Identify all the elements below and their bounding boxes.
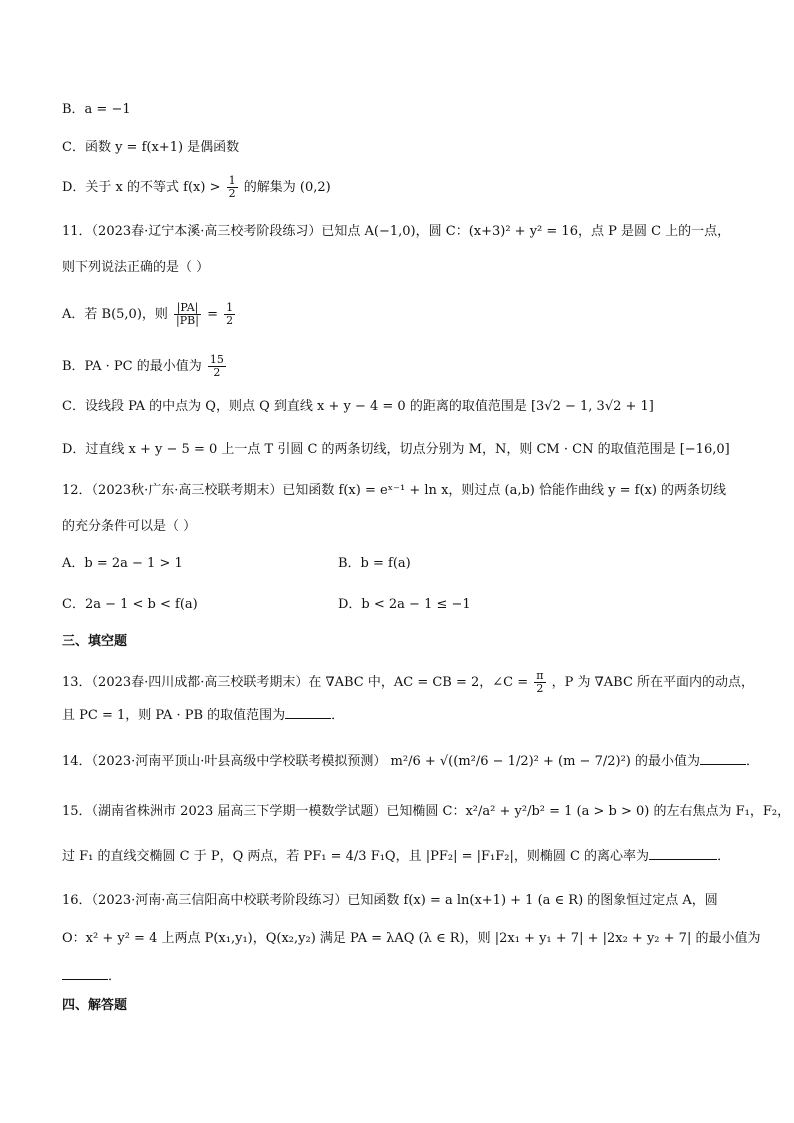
q14-pre: 14．（2023·河南平顶山·叶县高级中学校联考模拟预测）	[62, 754, 387, 769]
question-11-line2: 则下列说法正确的是（ ）	[62, 260, 210, 275]
frac-den: 2	[536, 682, 544, 695]
frac-den: 2	[226, 314, 234, 327]
q15-line2-text: 过 F₁ 的直线交椭圆 C 于 P，Q 两点，若 PF₁ = 4/3 F₁Q，且 |PF₂| = |F₁F₂|，则椭圆 C 的离心率为	[62, 849, 650, 864]
option-d-10	[62, 175, 331, 200]
q14-expression: m²/6 + √((m²/6 − 1/2)² + (m − 7/2)²)	[390, 754, 631, 769]
fraction	[208, 354, 226, 379]
answer-blank[interactable]	[62, 967, 108, 980]
option-b-12: B．b = f(a)	[338, 556, 411, 571]
frac-num: 15	[209, 353, 224, 366]
period: ．	[331, 708, 345, 723]
option-d-11: D．过直线 x + y − 5 = 0 上一点 T 引圆 C 的两条切线，切点分别为 M，N，则 CM · CN 的取值范围是 [−16,0]	[62, 442, 730, 457]
fraction	[224, 302, 235, 327]
option-a-12: A．b = 2a − 1 > 1	[62, 556, 183, 571]
period: ．	[108, 969, 122, 984]
fraction	[534, 670, 545, 695]
option-d-10-post: 的解集为 (0,2)	[243, 180, 331, 195]
period: ．	[717, 849, 731, 864]
frac-num: 1	[228, 174, 236, 187]
q14-post: 的最小值为	[635, 754, 701, 769]
fraction	[174, 302, 201, 327]
frac-den: 2	[213, 366, 221, 379]
option-b-11	[62, 354, 228, 379]
frac-num: |PA|	[174, 302, 201, 315]
question-14	[62, 752, 759, 771]
section-heading-fill-in: 三、填空题	[62, 634, 128, 649]
option-c-10: C．函数 y = f(x+1) 是偶函数	[62, 140, 240, 155]
q13-pre: 13．（2023春·四川成都·高三校联考期末）在 ∇ABC 中，AC = CB = 2，∠C =	[62, 675, 529, 690]
question-13-line1	[62, 670, 754, 695]
option-a-11-pre: A．若 B(5,0)，则	[62, 307, 168, 322]
question-16-line2: O：x² + y² = 4 上两点 P(x₁,y₁)，Q(x₂,y₂) 满足 PA = λAQ (λ ∈ R)，则 |2x₁ + y₁ + 7| + |2x₂ + y₂ + 7| 的最小值为	[62, 931, 761, 946]
option-d-10-pre: D．关于 x 的不等式 f(x) >	[62, 180, 221, 195]
frac-den: 2	[228, 187, 236, 200]
option-c-12: C．2a − 1 < b < f(a)	[62, 597, 198, 612]
q13-post: ，P 为 ∇ABC 所在平面内的动点，	[551, 675, 755, 690]
question-13-line2	[62, 706, 344, 725]
answer-blank[interactable]	[700, 752, 746, 765]
answer-blank[interactable]	[285, 706, 331, 719]
q13-line2-text: 且 PC = 1，则 PA · PB 的取值范围为	[62, 708, 286, 723]
equals: =	[207, 307, 218, 322]
frac-num: π	[536, 669, 544, 682]
option-c-11: C．设线段 PA 的中点为 Q，则点 Q 到直线 x + y − 4 = 0 的距离的取值范围是 [3√2 − 1, 3√2 + 1]	[62, 399, 654, 414]
fraction	[227, 175, 238, 200]
frac-den: |PB|	[176, 314, 199, 327]
option-a-11	[62, 302, 237, 327]
question-15-line2	[62, 847, 730, 866]
question-15-line1: 15．（湖南省株洲市 2023 届高三下学期一模数学试题）已知椭圆 C：x²/a² + y²/b² = 1 (a > b > 0) 的左右焦点为 F₁，F₂，	[62, 804, 791, 819]
option-b-11-pre: B．PA · PC 的最小值为	[62, 359, 202, 374]
question-12-line1: 12．（2023秋·广东·高三校联考期末）已知函数 f(x) = eˣ⁻¹ + ln x，则过点 (a,b) 恰能作曲线 y = f(x) 的两条切线	[62, 483, 727, 498]
question-12-line2: 的充分条件可以是（ ）	[62, 519, 197, 534]
question-11-line1: 11．（2023春·辽宁本溪·高三校考阶段练习）已知点 A(−1,0)，圆 C：(x+3)² + y² = 16，点 P 是圆 C 上的一点，	[62, 224, 731, 239]
section-heading-answers: 四、解答题	[62, 998, 128, 1013]
frac-num: 1	[226, 301, 234, 314]
period: ．	[746, 754, 760, 769]
option-d-12: D．b < 2a − 1 ≤ −1	[338, 597, 471, 612]
question-16-line3	[62, 967, 121, 986]
question-16-line1: 16．（2023·河南·高三信阳高中校联考阶段练习）已知函数 f(x) = a ln(x+1) + 1 (a ∈ R) 的图象恒过定点 A，圆	[62, 893, 718, 908]
answer-blank[interactable]	[649, 847, 717, 860]
option-b-10: B．a = −1	[62, 102, 131, 117]
